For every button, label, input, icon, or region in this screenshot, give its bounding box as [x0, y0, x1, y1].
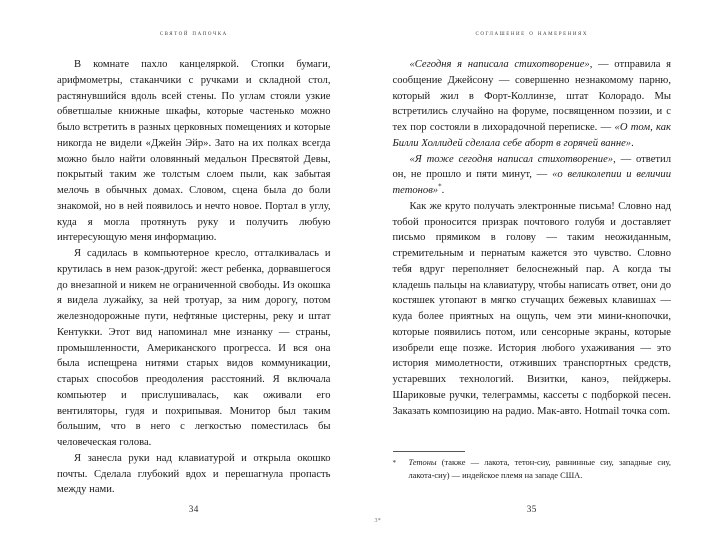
left-running-head: святой папочка: [159, 28, 228, 37]
paragraph: [393, 152, 672, 199]
right-running-head: соглашение о намерениях: [475, 28, 589, 37]
paragraph: [393, 57, 672, 152]
footnote-text: [393, 457, 672, 482]
page-number-right: 35: [526, 504, 537, 514]
right-page: [361, 0, 721, 540]
footnote-zone: [393, 451, 672, 482]
text-run: (также — лакота, тетон-сиу, равнинные сиу, западные сиу, лакота-сиу) — индейское племя на западе США.: [408, 458, 671, 480]
text-run: .: [441, 185, 445, 196]
footnote-rule: [393, 451, 465, 452]
paragraph: Я садилась в компьютерное кресло, отталкивалась и крутилась в нем разок-другой: жест ребенка, дорвавшегося до внезапной и никем не ограниченной свободы. Из окошка я видела лужайку, за ней тротуар, за ним дорогу, потом железнодорожные пути, нефтяные цистерны, реку и штат Кентукки. Этот вид напоминал мне изнанку — страны, промышленности, Американского прогресса. И вся она была испещрена нитями старых видов коммуникации, старых способов преодоления расстояний. Я включала компьютер и прислушивалась, как оживали его вентиляторы, гудя и похрипывая. Монитор был таким большим, что в него с легкостью поместилась бы человеческая голова.: [57, 248, 331, 448]
footnote-body: [409, 458, 672, 479]
text-run: Как же круто получать электронные письма! Словно над тобой проносится призрак почтового голубя и доставляет письмо прямиком в голову — таким неожиданным, стремительным и пернатым кажется это чувство. Словно тебя вдруг переполняет белоснежный пар. А когда ты кладешь пальцы на клавиатуру, чтобы написать ответ, они до костяшек утопают в мягко стучащих бежевых клавишах — куда более приятных на ощупь, чем эти мини-кнопочки, которые появились потом, или сенсорные экраны, которые изобрели еще позже. История любого ухаживания — это история мимолетности, отживших транспортных средств, устаревших технологий. Визитки, каноэ, пейджеры. Шариковые ручки, телеграммы, кассеты с подборкой песен. Заказать композицию на радио. Мак-авто. Hotmail точка com.: [392, 200, 671, 417]
text-run: .: [631, 137, 634, 149]
text-run: , — ответил он, не прошло и пяти минут, —: [392, 153, 671, 181]
page-number-left: 34: [188, 504, 199, 514]
italic-run: «О том, как Билли Холлидей сделала себе аборт в горячей ванне»: [392, 122, 671, 149]
italic-run: «Сегодня я написала стихотворение»: [409, 59, 590, 70]
italic-run: «Я тоже сегодня написал стихотворение»: [409, 153, 614, 165]
paragraph: Я занесла руки над клавиатурой и открыла окошко почты. Сделала глубокий вдох и перешагнула пропасть между нами.: [57, 452, 331, 496]
left-text-block: [57, 57, 331, 498]
signature-mark: 3*: [374, 518, 382, 524]
footnote-star: *: [392, 459, 396, 468]
paragraph: В комнате пахло канцеляркой. Стопки бумаги, арифмометры, стаканчики с ручками и складной стол, растянувшийся вдоль всей стены. По углам стояли узкие обветшалые книжные шкафы, которые частенько можно было встретить в разных церковных помещениях и которые никогда не видели «Джейн Эйр». Зато на их полках всегда можно было найти оловянный медальон Пресвятой Девы, покрытый таким же толстым слоем пыли, как забытая мелочь в обычных домах. Словом, сцена была до боли знакомой, но в ней появилось и нечто новое. Портал в углу, куда я могла протянуть руку и получить любую интересующую меня информацию.: [57, 59, 331, 244]
text-run: , — отправила я сообщение Джейсону — совершенно незнакомому парню, который жил в Форт-Коллинзе, штат Колорадо. Мы встретились случайно на форуме, посвященном поэзии, и с тех пор состояли в лихорадочной переписке. —: [392, 59, 671, 133]
italic-run: Тетоны: [408, 458, 437, 468]
footnote-marker: *: [438, 182, 442, 191]
right-text-block: [393, 57, 672, 419]
italic-run: «о великолепии и величии тетонов»: [392, 169, 672, 196]
paragraph: [393, 199, 672, 420]
